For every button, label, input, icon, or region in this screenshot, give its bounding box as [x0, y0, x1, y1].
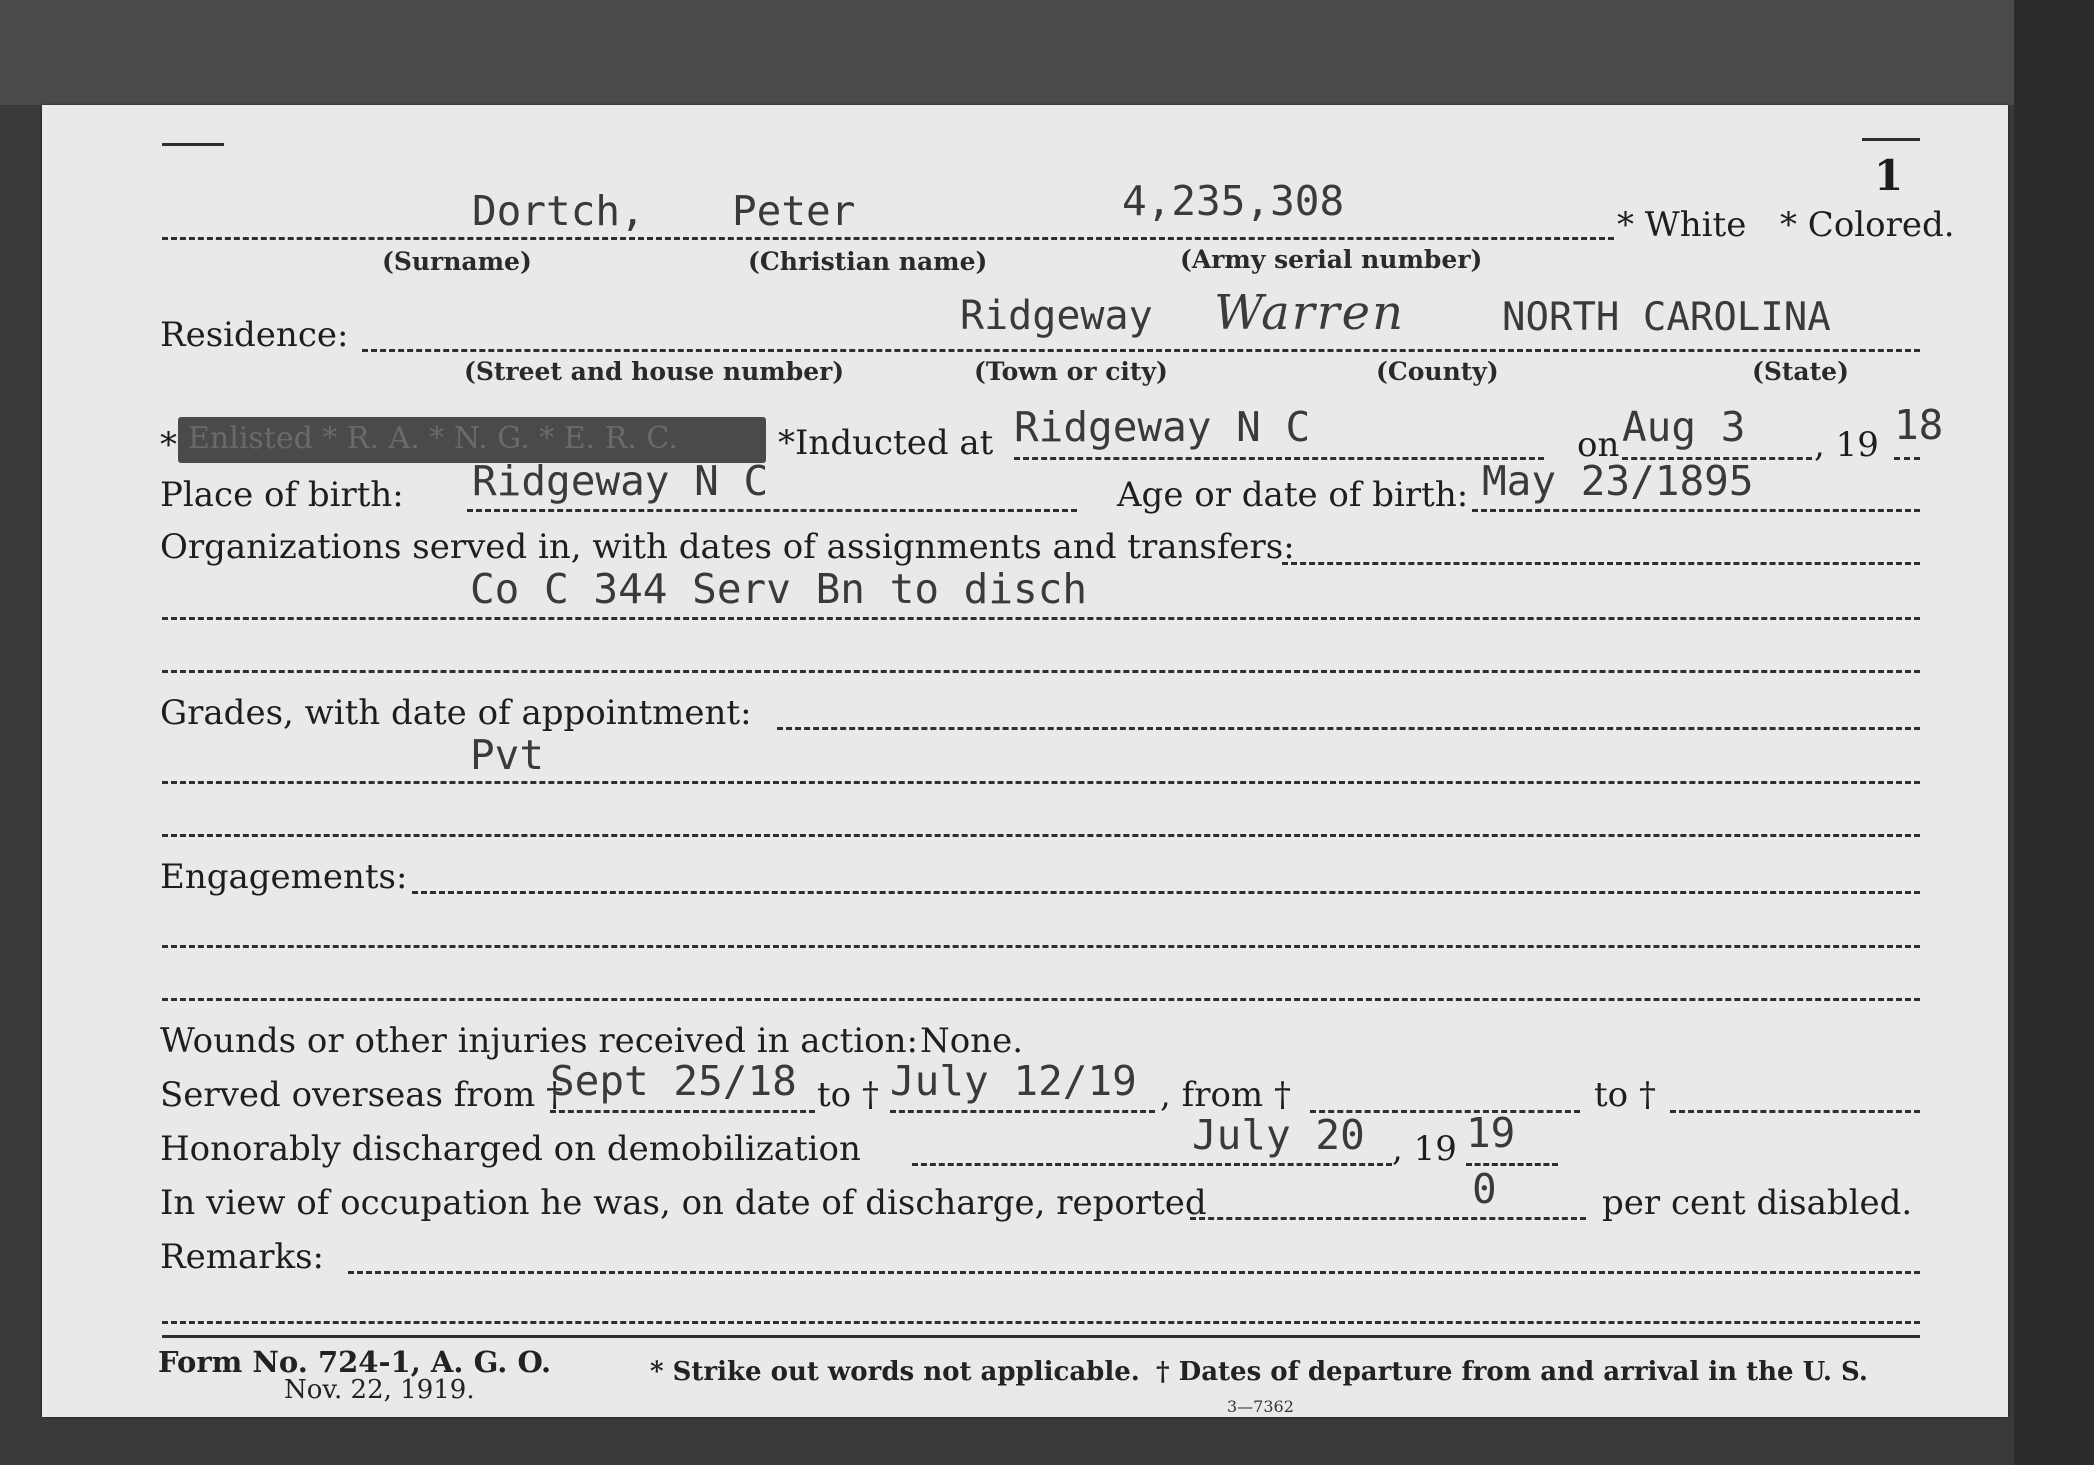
- overseas-to2-label: to †: [1594, 1075, 1656, 1115]
- top-right-rule: [1862, 138, 1920, 141]
- served-overseas-label: Served overseas from †: [160, 1075, 564, 1115]
- town-caption: (Town or city): [974, 357, 1168, 386]
- remarks-label: Remarks:: [160, 1237, 324, 1277]
- state-caption: (State): [1752, 357, 1849, 386]
- residence-label: Residence:: [160, 315, 349, 355]
- engagements-line-3: [162, 998, 1920, 1001]
- street-caption: (Street and house number): [464, 357, 845, 386]
- place-of-birth-value: Ridgeway N C: [472, 457, 769, 505]
- disability-suffix: per cent disabled.: [1602, 1183, 1913, 1223]
- discharge-date-value: July 20: [1192, 1111, 1365, 1159]
- form-number: Form No. 724-1, A. G. O.: [158, 1345, 552, 1379]
- overseas-from-date: Sept 25/18: [550, 1057, 797, 1105]
- grades-value: Pvt: [470, 731, 545, 779]
- service-record-card: [42, 105, 2008, 1417]
- induction-year-line: [1894, 457, 1920, 460]
- grades-label: Grades, with date of appointment:: [160, 693, 752, 733]
- grades-line-1: [777, 727, 1920, 730]
- serial-number-value: 4,235,308: [1122, 177, 1345, 225]
- discharge-year-value: 19: [1466, 1109, 1516, 1157]
- overseas-to2-line: [1670, 1110, 1920, 1113]
- wounds-label: Wounds or other injuries received in action:: [160, 1021, 918, 1061]
- remarks-line-1: [348, 1271, 1920, 1274]
- surname-caption: (Surname): [382, 247, 532, 276]
- inducted-at-line: [1014, 457, 1544, 460]
- organizations-line-1: [1282, 562, 1920, 565]
- discharge-year-prefix: , 19: [1392, 1129, 1457, 1169]
- place-of-birth-line: [467, 509, 1077, 512]
- disability-line: [1190, 1217, 1586, 1220]
- overseas-from-line: [550, 1110, 815, 1113]
- residence-town-value: Ridgeway: [960, 293, 1153, 339]
- residence-line: [362, 349, 1920, 352]
- date-of-birth-label: Age or date of birth:: [1117, 475, 1469, 515]
- struck-enlistment-options: Enlisted * R. A. * N. G. * E. R. C.: [178, 417, 766, 463]
- induction-year-prefix: , 19: [1814, 425, 1879, 465]
- remarks-line-2: [162, 1321, 1920, 1324]
- on-label: on: [1577, 425, 1620, 465]
- disability-label: In view of occupation he was, on date of discharge, reported: [160, 1183, 1207, 1223]
- organizations-label: Organizations served in, with dates of assignments and transfers:: [160, 527, 1295, 567]
- engagements-label: Engagements:: [160, 857, 408, 897]
- overseas-to-label: to †: [817, 1075, 879, 1115]
- organizations-line-2: [162, 617, 1920, 620]
- organizations-value: Co C 344 Serv Bn to disch: [470, 565, 1088, 613]
- discharge-label: Honorably discharged on demobilization: [160, 1129, 861, 1169]
- grades-line-3: [162, 834, 1920, 837]
- wounds-value: None.: [920, 1021, 1024, 1061]
- place-of-birth-label: Place of birth:: [160, 475, 404, 515]
- disability-value: 0: [1472, 1165, 1497, 1213]
- induction-date-value: Aug 3: [1622, 403, 1746, 451]
- overseas-from2-label: , from †: [1160, 1075, 1291, 1115]
- scan-background-top: [0, 0, 2094, 105]
- grades-line-2: [162, 781, 1920, 784]
- race-white-option: * White: [1617, 205, 1747, 245]
- date-of-birth-line: [1472, 509, 1920, 512]
- form-date: Nov. 22, 1919.: [284, 1375, 475, 1405]
- footnote-strike-out: * Strike out words not applicable.: [650, 1357, 1140, 1387]
- inducted-at-label: *Inducted at: [778, 423, 994, 463]
- christian-name-value: Peter: [732, 187, 856, 235]
- organizations-line-3: [162, 670, 1920, 673]
- discharge-date-line: [912, 1163, 1392, 1166]
- footer-rule: [162, 1335, 1920, 1338]
- print-code: 3—7362: [1227, 1397, 1294, 1416]
- residence-county-value: Warren: [1214, 285, 1405, 341]
- surname-value: Dortch,: [472, 187, 645, 235]
- inducted-at-value: Ridgeway N C: [1014, 403, 1311, 451]
- induction-year-value: 18: [1894, 401, 1944, 449]
- scan-background-right: [2014, 0, 2094, 1465]
- top-left-rule: [162, 143, 224, 146]
- overseas-to-date: July 12/19: [890, 1057, 1137, 1105]
- induction-star: *: [160, 425, 177, 465]
- engagements-line-1: [412, 891, 1920, 894]
- overseas-to-line: [890, 1110, 1155, 1113]
- engagements-line-2: [162, 945, 1920, 948]
- residence-state-value: NORTH CAROLINA: [1502, 295, 1831, 340]
- card-number: 1: [1874, 151, 1904, 200]
- race-colored-option: * Colored.: [1780, 205, 1955, 245]
- footnote-dates: † Dates of departure from and arrival in the U. S.: [1156, 1357, 1868, 1387]
- name-line: [162, 237, 1614, 240]
- date-of-birth-value: May 23/1895: [1482, 457, 1754, 505]
- christian-name-caption: (Christian name): [748, 247, 988, 276]
- serial-number-caption: (Army serial number): [1180, 245, 1483, 274]
- county-caption: (County): [1376, 357, 1499, 386]
